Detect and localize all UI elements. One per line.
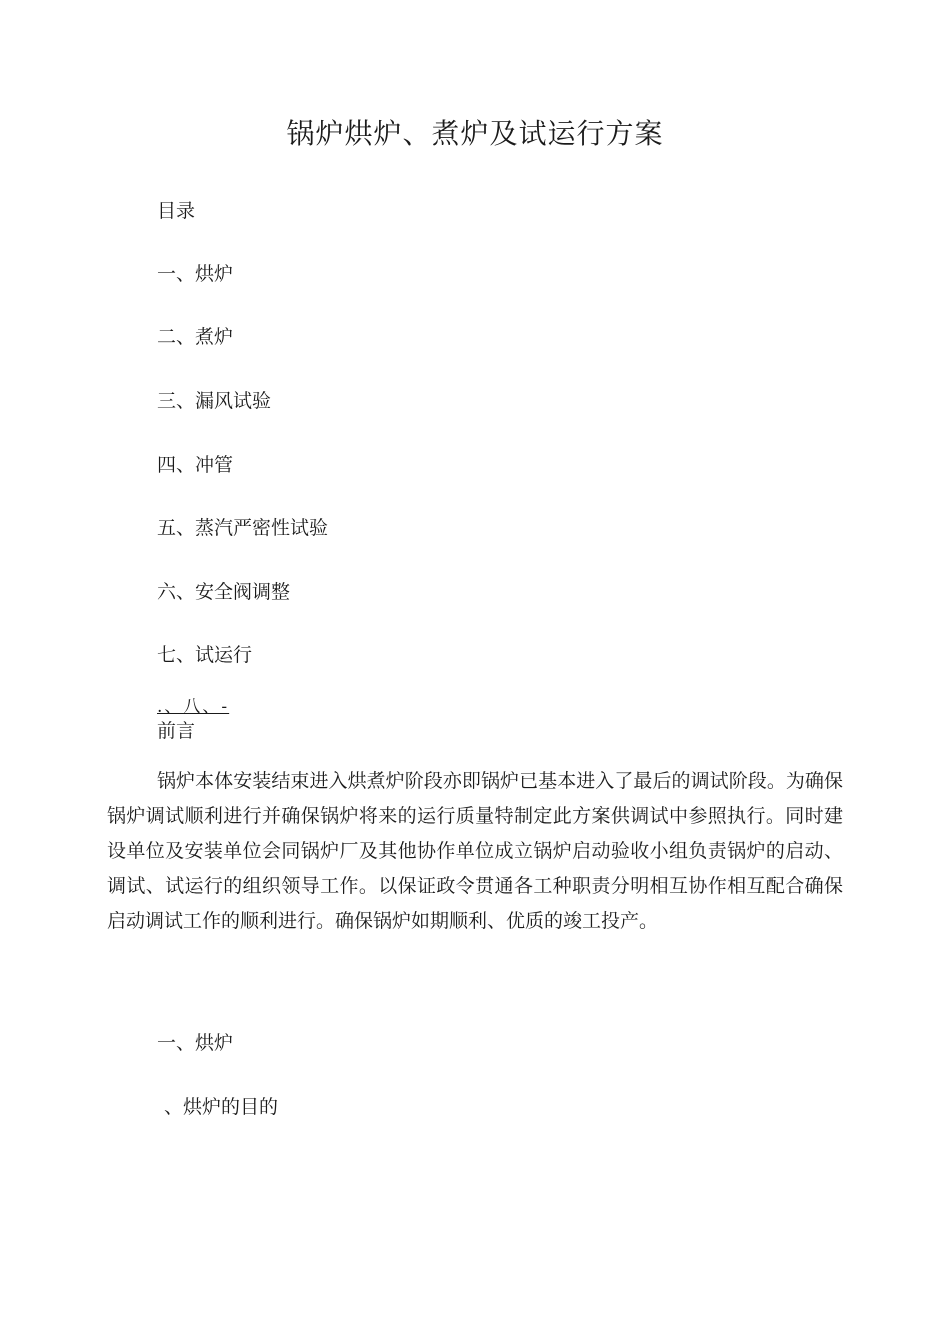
subsection-heading: 、烘炉的目的 xyxy=(164,1096,279,1118)
section-heading: 一、烘炉 xyxy=(157,1032,234,1054)
toc-item: 七、试运行 xyxy=(157,644,253,666)
toc-item: 六、安全阀调整 xyxy=(157,581,291,603)
document-title: 锅炉烘炉、煮炉及试运行方案 xyxy=(286,117,664,150)
toc-item: 一、烘炉 xyxy=(157,263,234,285)
toc-item: 四、冲管 xyxy=(157,454,234,476)
toc-item: 二、煮炉 xyxy=(157,326,234,348)
toc-item: 三、漏风试验 xyxy=(157,390,272,412)
preface-heading: 前言 xyxy=(157,720,196,742)
toc-item: .、八、- xyxy=(157,697,230,717)
toc-item: 五、蒸汽严密性试验 xyxy=(157,517,329,539)
toc-heading: 目录 xyxy=(157,200,196,222)
preface-paragraph: 锅炉本体安装结束进入烘煮炉阶段亦即锅炉已基本进入了最后的调试阶段。为确保锅炉调试顺利进行并确保锅炉将来的运行质量特制定此方案供调试中参照执行。同时建设单位及安装单位会同锅炉厂及其他协作单位成立锅炉启动验收小组负责锅炉的启动、调试、试运行的组织领导工作。以保证政令贯通各工种职责分明相互协作相互配合确保启动调试工作的顺利进行。确保锅炉如期顺利、优质的竣工投产。 xyxy=(107,770,843,932)
